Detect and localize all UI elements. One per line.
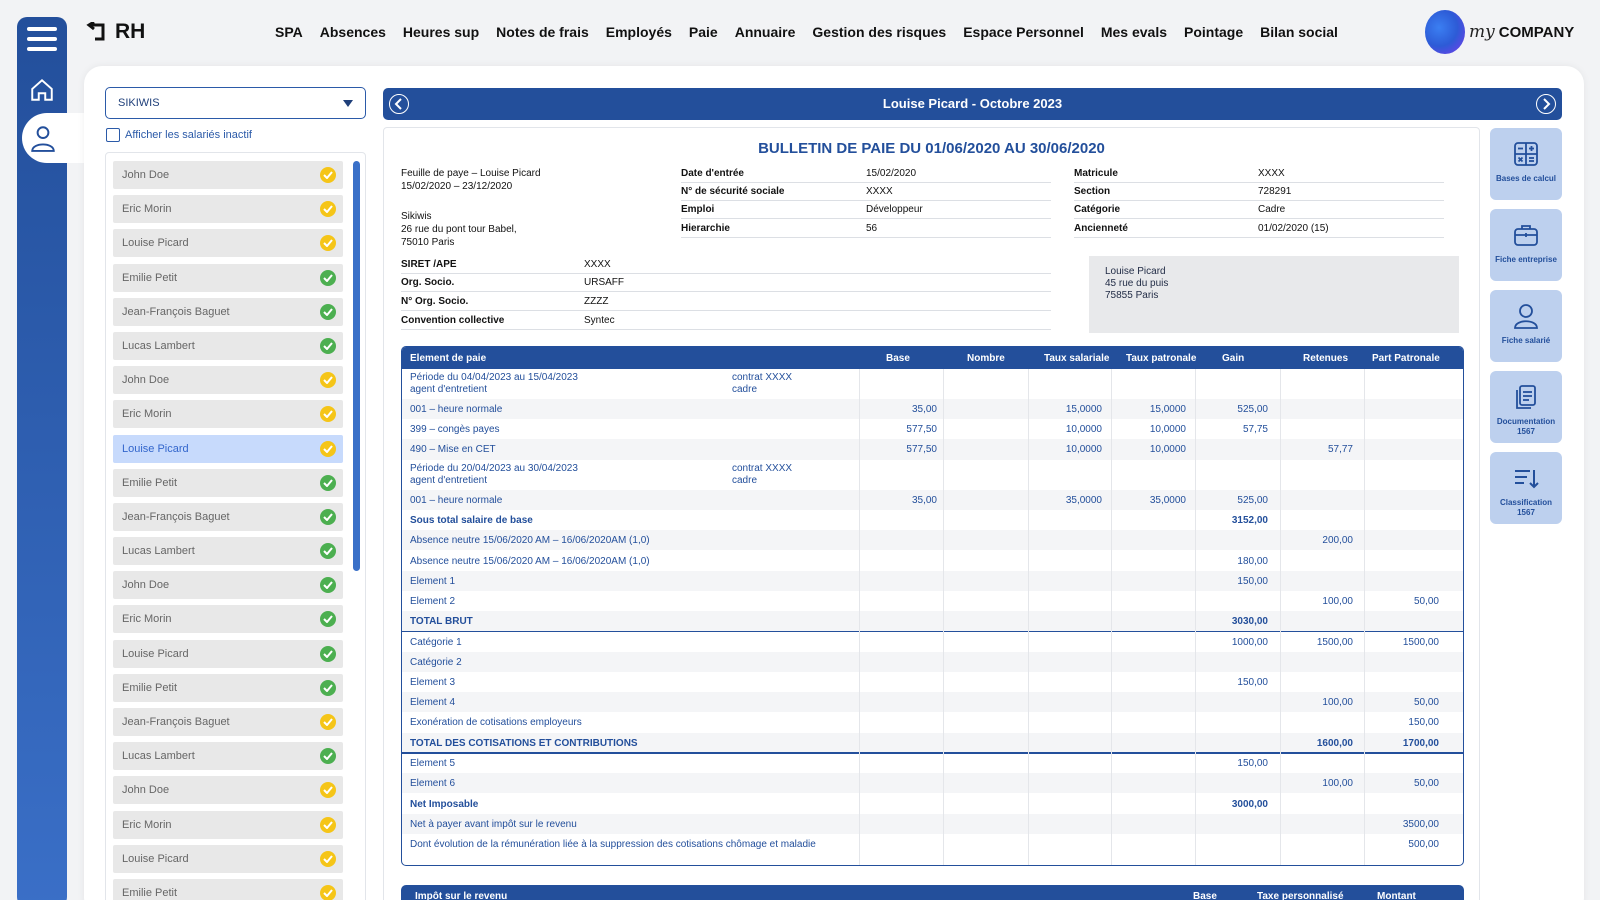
contract-field-value: 56 (866, 223, 878, 234)
nav-item-notes-de-frais[interactable]: Notes de frais (496, 24, 589, 40)
inactive-checkbox[interactable] (106, 128, 120, 142)
employee-list-item[interactable] (113, 435, 343, 463)
cell-pp: 3500,00 (1402, 819, 1439, 830)
employee-address-line: Louise Picard (1105, 266, 1166, 277)
column-divider (1111, 369, 1112, 866)
employee-name: Emilie Petit (122, 886, 178, 899)
cell-base: 35,00 (911, 494, 937, 506)
row-label: TOTAL BRUT (410, 616, 473, 628)
company-field-label: Convention collective (401, 315, 505, 326)
company-logo (1425, 10, 1574, 54)
column-divider (1195, 369, 1196, 866)
nav-item-spa[interactable]: SPA (275, 24, 303, 40)
table-row (402, 692, 1463, 712)
next-period-button[interactable] (1536, 94, 1556, 114)
cell-ret: 1500,00 (1316, 636, 1353, 648)
left-rail (17, 17, 67, 900)
payslip-table (401, 346, 1464, 866)
user-icon (30, 124, 56, 152)
table-row (402, 632, 1463, 652)
row-label: 001 – heure normale (410, 404, 503, 415)
row-label: Absence neutre 15/06/2020 AM – 16/06/2020AM (1,0) (410, 535, 650, 547)
table-row (402, 571, 1463, 591)
logo-name: COMPANY (1498, 23, 1575, 41)
employee-field-label: Section (1074, 186, 1111, 197)
employee-list-item[interactable] (113, 332, 343, 360)
tool-fiche-salari[interactable] (1490, 290, 1562, 362)
cell-gain: 150,00 (1237, 758, 1268, 770)
field-divider (681, 200, 1051, 201)
row-label: 001 – heure normale (410, 494, 503, 506)
cell-gain: 150,00 (1237, 677, 1268, 688)
cell-tp: 15,0000 (1149, 404, 1186, 415)
cell-pp: 1700,00 (1402, 737, 1439, 749)
tax-column-header: Taxe personnalisé (1257, 891, 1344, 900)
employee-name: John Doe (122, 169, 170, 181)
column-header: Retenues (1303, 353, 1349, 364)
employee-name: Louise Picard (122, 647, 189, 660)
row-label: Element 2 (410, 595, 456, 607)
tool-label: Fiche salarié (1501, 336, 1551, 345)
inactive-checkbox-label: Afficher les salariés inactif (125, 129, 252, 141)
app-name: RH (115, 20, 146, 43)
employee-field-label: Matricule (1074, 168, 1118, 179)
employee-list-item[interactable] (113, 605, 343, 633)
row-label: Element 4 (410, 697, 456, 709)
employee-list (113, 161, 343, 900)
field-divider (1074, 237, 1444, 238)
employee-name: Louise Picard (122, 237, 189, 250)
status-pending-icon (320, 714, 336, 730)
cell-gain: 1000,00 (1231, 636, 1268, 648)
cell-base: 577,50 (906, 424, 937, 436)
contract-field-value: Développeur (866, 204, 923, 215)
table-row (402, 753, 1463, 773)
row-label: Dont évolution de la rémunération liée à la suppression des cotisations chômage et maladie (410, 839, 816, 851)
payslip-title: BULLETIN DE PAIE DU 01/06/2020 AU 30/06/2020 (758, 140, 1105, 157)
tax-column-header: Montant (1377, 891, 1416, 900)
employee-address (1089, 256, 1459, 333)
employee-name: Lucas Lambert (122, 545, 195, 558)
field-divider (401, 291, 1051, 292)
employee-name: Louise Picard (122, 442, 189, 455)
inactive-toggle[interactable] (106, 128, 252, 142)
period-title: Louise Picard - Octobre 2023 (882, 96, 1063, 111)
employee-address-line: 45 rue du puis (1105, 278, 1169, 289)
employee-name: Jean-François Baguet (122, 305, 230, 318)
company-field-value: URSAFF (584, 277, 624, 288)
row-label: Element 5 (410, 758, 456, 770)
employee-list-item[interactable] (113, 845, 343, 873)
field-divider (401, 329, 1051, 330)
cell-ret: 200,00 (1322, 535, 1353, 547)
home-icon[interactable] (29, 77, 55, 103)
column-header: Nombre (967, 353, 1005, 364)
employee-field-value: 01/02/2020 (15) (1258, 223, 1329, 234)
cell-ts: 35,0000 (1065, 494, 1102, 506)
status-check-icon (320, 680, 336, 696)
row-label: 490 – Mise en CET (410, 444, 496, 456)
employee-name: Emilie Petit (122, 476, 178, 489)
employee-list-item[interactable] (113, 161, 343, 189)
table-row (402, 652, 1463, 672)
company-field-label: N° Org. Socio. (401, 296, 469, 307)
status-pending-icon (320, 406, 336, 422)
column-divider (1028, 369, 1029, 866)
employee-list-item[interactable] (113, 640, 343, 668)
cell-ret: 100,00 (1322, 595, 1353, 607)
status-check-icon (320, 270, 336, 286)
table-row (402, 530, 1463, 550)
cell-gain: 180,00 (1237, 555, 1268, 567)
nav-item-absences[interactable]: Absences (319, 24, 386, 40)
employee-panel (105, 152, 366, 900)
employee-list-item[interactable] (113, 811, 343, 839)
employee-name: Jean-François Baguet (122, 716, 230, 728)
column-header: Part Patronale (1372, 353, 1440, 364)
cell-base: 577,50 (906, 444, 937, 456)
row-label: Net Imposable (410, 798, 479, 810)
employee-list-item[interactable] (113, 264, 343, 292)
status-pending-icon (320, 201, 336, 217)
contract-field-label: Date d'entrée (681, 168, 744, 179)
table-row (402, 834, 1463, 854)
status-pending-icon (320, 885, 336, 900)
tool-label: Fiche entreprise (1495, 255, 1557, 264)
status-check-icon (320, 748, 336, 764)
nav-item-annuaire[interactable]: Annuaire (734, 24, 796, 40)
status-check-icon (320, 509, 336, 525)
cell-ts: 10,0000 (1065, 424, 1102, 436)
status-check-icon (320, 577, 336, 593)
status-check-icon (320, 611, 336, 627)
employee-list-item[interactable] (113, 298, 343, 326)
employee-name: Lucas Lambert (122, 339, 195, 352)
company-field-value: Syntec (584, 315, 615, 326)
employee-list-item[interactable] (113, 366, 343, 394)
chevron-right-icon (1541, 98, 1551, 110)
menu-icon[interactable] (27, 27, 57, 57)
cell-gain: 57,75 (1242, 424, 1268, 436)
cell-ts: 15,0000 (1065, 404, 1102, 415)
back-arrow-icon (85, 22, 107, 42)
table-row (402, 510, 1463, 531)
column-header: Base (886, 353, 910, 364)
employee-list-item[interactable] (113, 229, 343, 257)
cell-tp: 10,0000 (1149, 444, 1186, 456)
table-row (402, 490, 1463, 510)
row-contract: contrat XXXX (732, 462, 793, 474)
table-row (402, 551, 1463, 571)
chevron-left-icon (394, 98, 404, 110)
status-pending-icon (320, 817, 336, 833)
column-divider (1364, 369, 1365, 866)
row-label: Net à payer avant impôt sur le revenu (410, 819, 577, 830)
employee-field-label: Catégorie (1074, 204, 1121, 215)
nav-item-employ-s[interactable]: Employés (605, 24, 672, 40)
top-bar (80, 0, 1600, 64)
employee-name: Lucas Lambert (122, 750, 195, 763)
status-pending-icon (320, 372, 336, 388)
cell-gain: 525,00 (1237, 494, 1268, 506)
nav-item-pointage[interactable]: Pointage (1184, 24, 1244, 40)
table-row (402, 794, 1463, 815)
nav-item-heures-sup[interactable]: Heures sup (402, 24, 480, 40)
employee-name: John Doe (122, 784, 170, 797)
column-divider (859, 369, 860, 866)
cell-pp: 150,00 (1408, 717, 1439, 729)
tool-bases-de-calcul[interactable] (1490, 128, 1562, 200)
cell-pp: 50,00 (1413, 778, 1439, 790)
field-divider (401, 310, 1051, 311)
row-label: TOTAL DES COTISATIONS ET CONTRIBUTIONS (410, 737, 638, 749)
table-row (402, 460, 1463, 490)
cell-ret: 100,00 (1322, 697, 1353, 709)
row-sublabel: agent d'entretient (410, 384, 487, 395)
field-divider (1074, 200, 1444, 201)
company-name: Sikiwis (401, 211, 432, 222)
employee-name: Eric Morin (122, 818, 172, 831)
column-header: Gain (1222, 353, 1245, 364)
field-divider (681, 237, 1051, 238)
row-contract-type: cadre (732, 474, 758, 486)
table-row (402, 419, 1463, 439)
logo-prefix: my (1469, 22, 1495, 42)
table-row (402, 773, 1463, 793)
table-row (402, 399, 1463, 419)
cell-gain: 3030,00 (1231, 616, 1268, 628)
payslip (383, 127, 1480, 900)
row-label: Période du 20/04/2023 au 30/04/2023 (410, 462, 578, 474)
employee-address-line: 75855 Paris (1105, 290, 1159, 301)
cell-gain: 3000,00 (1231, 798, 1268, 810)
employee-list-item[interactable] (113, 742, 343, 770)
employee-list-item[interactable] (113, 776, 343, 804)
employee-list-item[interactable] (113, 400, 343, 428)
contract-field-value: 15/02/2020 (866, 168, 917, 179)
employee-list-item[interactable] (113, 469, 343, 497)
document-icon (1490, 383, 1562, 411)
table-row (402, 733, 1463, 754)
contract-field-label: N° de sécurité sociale (681, 186, 785, 197)
cell-gain: 525,00 (1237, 404, 1268, 415)
field-divider (681, 218, 1051, 219)
briefcase-icon (1490, 221, 1562, 249)
period-header (383, 88, 1562, 120)
cell-ret: 57,77 (1327, 444, 1353, 456)
status-check-icon (320, 543, 336, 559)
table-row (402, 591, 1463, 611)
cell-pp: 50,00 (1413, 595, 1439, 607)
row-label: Catégorie 2 (410, 656, 462, 668)
cell-ret: 1600,00 (1316, 737, 1353, 749)
tool-panel (1490, 128, 1562, 533)
employee-name: Emilie Petit (122, 271, 178, 284)
user-nav-tab[interactable] (22, 113, 84, 163)
cell-gain: 3152,00 (1231, 514, 1268, 526)
column-header: Taux patronale (1126, 353, 1197, 364)
brand[interactable] (85, 20, 145, 44)
contract-field-value: XXXX (866, 186, 893, 197)
nav-item-gestion-des-risques[interactable]: Gestion des risques (812, 24, 947, 40)
row-label: 399 – congès payes (410, 424, 500, 436)
nav-item-mes-evals[interactable]: Mes evals (1100, 24, 1168, 40)
table-row (402, 672, 1463, 692)
employee-list-item[interactable] (113, 571, 343, 599)
cell-pp: 1500,00 (1402, 636, 1439, 648)
status-check-icon (320, 646, 336, 662)
row-label: Catégorie 1 (410, 636, 462, 648)
row-label: Element 1 (410, 575, 456, 587)
company-select[interactable] (105, 87, 366, 119)
tool-fiche-entreprise[interactable] (1490, 209, 1562, 281)
employee-list-item[interactable] (113, 503, 343, 531)
company-address-2: 75010 Paris (401, 237, 455, 248)
nav-item-paie[interactable]: Paie (688, 24, 718, 40)
cell-gain: 150,00 (1237, 575, 1268, 587)
contract-field-label: Hierarchie (681, 223, 730, 234)
row-label: Période du 04/04/2023 au 15/04/2023 (410, 372, 578, 383)
status-pending-icon (320, 782, 336, 798)
employee-field-value: 728291 (1258, 186, 1292, 197)
row-label: Element 6 (410, 778, 456, 790)
contract-field-label: Emploi (681, 204, 715, 215)
table-row (402, 611, 1463, 632)
employee-name: Jean-François Baguet (122, 510, 230, 523)
status-check-icon (320, 304, 336, 320)
status-check-icon (320, 475, 336, 491)
column-header: Element de paie (410, 353, 487, 364)
employee-field-value: Cadre (1258, 204, 1286, 215)
cell-ret: 100,00 (1322, 778, 1353, 790)
logo-mark-icon (1425, 10, 1465, 54)
employee-name: Eric Morin (122, 408, 172, 421)
row-sublabel: agent d'entretient (410, 474, 487, 486)
sheet-line-2: 15/02/2020 – 23/12/2020 (401, 181, 513, 192)
calculator-icon (1490, 140, 1562, 168)
employee-field-label: Ancienneté (1074, 223, 1128, 234)
row-label: Absence neutre 15/06/2020 AM – 16/06/2020AM (1,0) (410, 555, 650, 567)
sort-icon (1490, 464, 1562, 492)
employee-name: Eric Morin (122, 203, 172, 216)
employee-list-item[interactable] (113, 708, 343, 736)
column-header: Taux salariale (1044, 353, 1110, 364)
column-divider (943, 369, 944, 866)
payslip-table-header (402, 347, 1463, 369)
field-divider (1074, 182, 1444, 183)
table-row (402, 439, 1463, 459)
row-contract-type: cadre (732, 384, 758, 395)
company-address-1: 26 rue du pont tour Babel, (401, 224, 517, 235)
table-row (402, 814, 1463, 834)
field-divider (401, 273, 1051, 274)
status-pending-icon (320, 851, 336, 867)
employee-list-item[interactable] (113, 674, 343, 702)
chevron-down-icon (343, 100, 353, 107)
employee-name: Louise Picard (122, 852, 189, 865)
row-label: Exonération de cotisations employeurs (410, 717, 582, 729)
income-tax-table-header (401, 885, 1464, 900)
table-row (402, 712, 1463, 732)
company-select-value: SIKIWIS (118, 97, 160, 109)
status-pending-icon (320, 167, 336, 183)
field-divider (681, 182, 1051, 183)
employee-name: Eric Morin (122, 613, 172, 626)
cell-pp: 50,00 (1413, 697, 1439, 709)
row-label: Sous total salaire de base (410, 514, 533, 526)
column-divider (1280, 369, 1281, 866)
company-field-value: ZZZZ (584, 296, 609, 307)
employee-name: John Doe (122, 579, 170, 592)
cell-ts: 10,0000 (1065, 444, 1102, 456)
nav-item-espace-personnel[interactable]: Espace Personnel (963, 24, 1084, 40)
employee-list-item[interactable] (113, 879, 343, 900)
row-contract: contrat XXXX (732, 372, 793, 383)
previous-period-button[interactable] (389, 94, 409, 114)
employee-field-value: XXXX (1258, 168, 1285, 179)
tool-label: Classification 1567 (1499, 498, 1552, 517)
employee-name: John Doe (122, 374, 170, 387)
cell-tp: 10,0000 (1149, 424, 1186, 436)
company-field-label: SIRET /APE (401, 259, 457, 270)
tool-label: Documentation 1567 (1496, 417, 1556, 436)
cell-tp: 35,0000 (1149, 494, 1186, 506)
table-row (402, 369, 1463, 399)
tool-classification-1567[interactable] (1490, 452, 1562, 524)
status-pending-icon (320, 235, 336, 251)
tool-documentation-1567[interactable] (1490, 371, 1562, 443)
company-field-label: Org. Socio. (401, 277, 455, 288)
nav-item-bilan-social[interactable]: Bilan social (1260, 24, 1338, 40)
cell-pp: 500,00 (1408, 839, 1439, 851)
row-label: Element 3 (410, 677, 456, 688)
tax-column-header: Base (1193, 891, 1217, 900)
tax-column-header: Impôt sur le revenu (415, 891, 508, 900)
sheet-line-1: Feuille de paye – Louise Picard (401, 168, 541, 179)
status-check-icon (320, 338, 336, 354)
company-field-value: XXXX (584, 259, 611, 270)
user-icon (1490, 302, 1562, 330)
tool-label: Bases de calcul (1495, 174, 1557, 183)
field-divider (1074, 218, 1444, 219)
main-nav (275, 24, 1355, 40)
employee-list-item[interactable] (113, 537, 343, 565)
employee-scrollbar[interactable] (353, 161, 360, 571)
employee-list-item[interactable] (113, 195, 343, 223)
cell-base: 35,00 (911, 404, 937, 415)
status-pending-icon (320, 441, 336, 457)
employee-name: Emilie Petit (122, 681, 178, 694)
